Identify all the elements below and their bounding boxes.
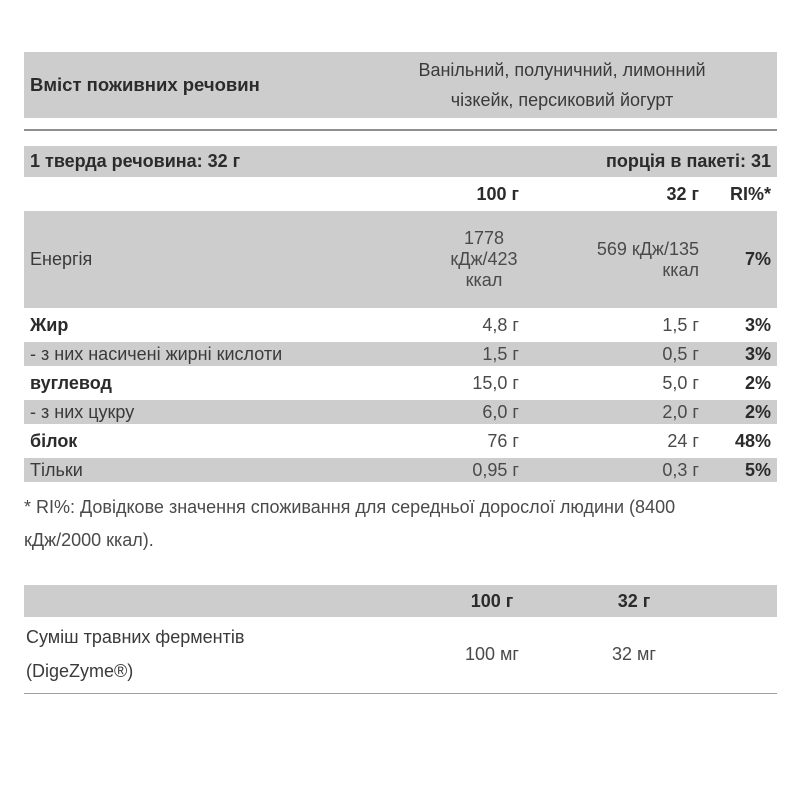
flavor-line-2: чізкейк, персиковий йогурт (450, 90, 674, 110)
ri-footnote: * RI%: Довідкове значення споживання для середньої дорослої людини (8400 кДж/2000 ккал). (24, 497, 676, 550)
row-value-ri: 3% (744, 314, 771, 335)
table-row (24, 371, 777, 395)
column-header-row (24, 177, 777, 211)
row-value-32g: 569 кДж/135 ккал (596, 238, 699, 280)
row-value-32g: 5,0 г (662, 372, 699, 393)
table-row (24, 313, 777, 337)
column-header-32g: 32 г (666, 183, 699, 204)
serving-size: 1 тверда речовина: 32 г (30, 151, 241, 171)
table-bottom-border (24, 693, 777, 694)
page-title: Вміст поживних речовин (30, 74, 260, 95)
row-value-100g: 0,95 г (472, 459, 519, 480)
row-value-32g: 24 г (667, 430, 699, 451)
row-label: Енергія (30, 249, 93, 269)
row-value-100g: 76 г (487, 430, 519, 451)
row-value-100g: 15,0 г (472, 372, 519, 393)
row-value-32g: 0,3 г (662, 459, 699, 480)
nutrition-table (24, 52, 777, 694)
table-row (24, 400, 777, 424)
row-value-ri: 2% (744, 372, 771, 393)
row-value-ri: 5% (744, 459, 771, 480)
servings-per-pack: порція в пакеті: 31 (606, 151, 771, 171)
row-label: білок (30, 430, 78, 451)
row-value-ri: 2% (744, 401, 771, 422)
table-row (24, 429, 777, 453)
table-row (24, 211, 777, 308)
row-label: - з них цукру (30, 401, 135, 422)
row-value-100g: 1,5 г (482, 343, 519, 364)
enzyme-column-header-100g: 100 г (470, 590, 514, 611)
row-value-ri: 7% (744, 249, 771, 269)
row-value-100g: 1778 кДж/423 ккал (450, 228, 518, 290)
column-header-ri: RI%* (729, 183, 771, 204)
row-value-ri: 48% (734, 430, 771, 451)
row-value-ri: 3% (744, 343, 771, 364)
header-divider (24, 129, 777, 131)
enzyme-row (24, 617, 777, 691)
enzyme-value-32g: 32 мг (612, 643, 656, 664)
row-value-100g: 4,8 г (482, 314, 519, 335)
column-header-100g: 100 г (476, 183, 519, 204)
serving-info-bar (24, 146, 777, 177)
table-row (24, 342, 777, 366)
row-value-32g: 2,0 г (662, 401, 699, 422)
row-value-100g: 6,0 г (482, 401, 519, 422)
row-value-32g: 1,5 г (662, 314, 699, 335)
enzyme-label: Суміш травних ферментів (DigeZyme®) (26, 627, 245, 681)
enzyme-column-header-32g: 32 г (617, 590, 651, 611)
table-header (24, 52, 777, 118)
flavor-line-1: Ванільний, полуничний, лимонний (418, 60, 706, 80)
row-label: - з них насичені жирні кислоти (30, 343, 283, 364)
row-label: Тільки (30, 459, 83, 480)
row-value-32g: 0,5 г (662, 343, 699, 364)
enzyme-column-header-row (24, 585, 777, 617)
enzyme-value-100g: 100 мг (465, 643, 519, 664)
row-label: вуглевод (30, 372, 112, 393)
table-row (24, 458, 777, 482)
flavor-list (347, 52, 777, 118)
row-label: Жир (30, 314, 69, 335)
